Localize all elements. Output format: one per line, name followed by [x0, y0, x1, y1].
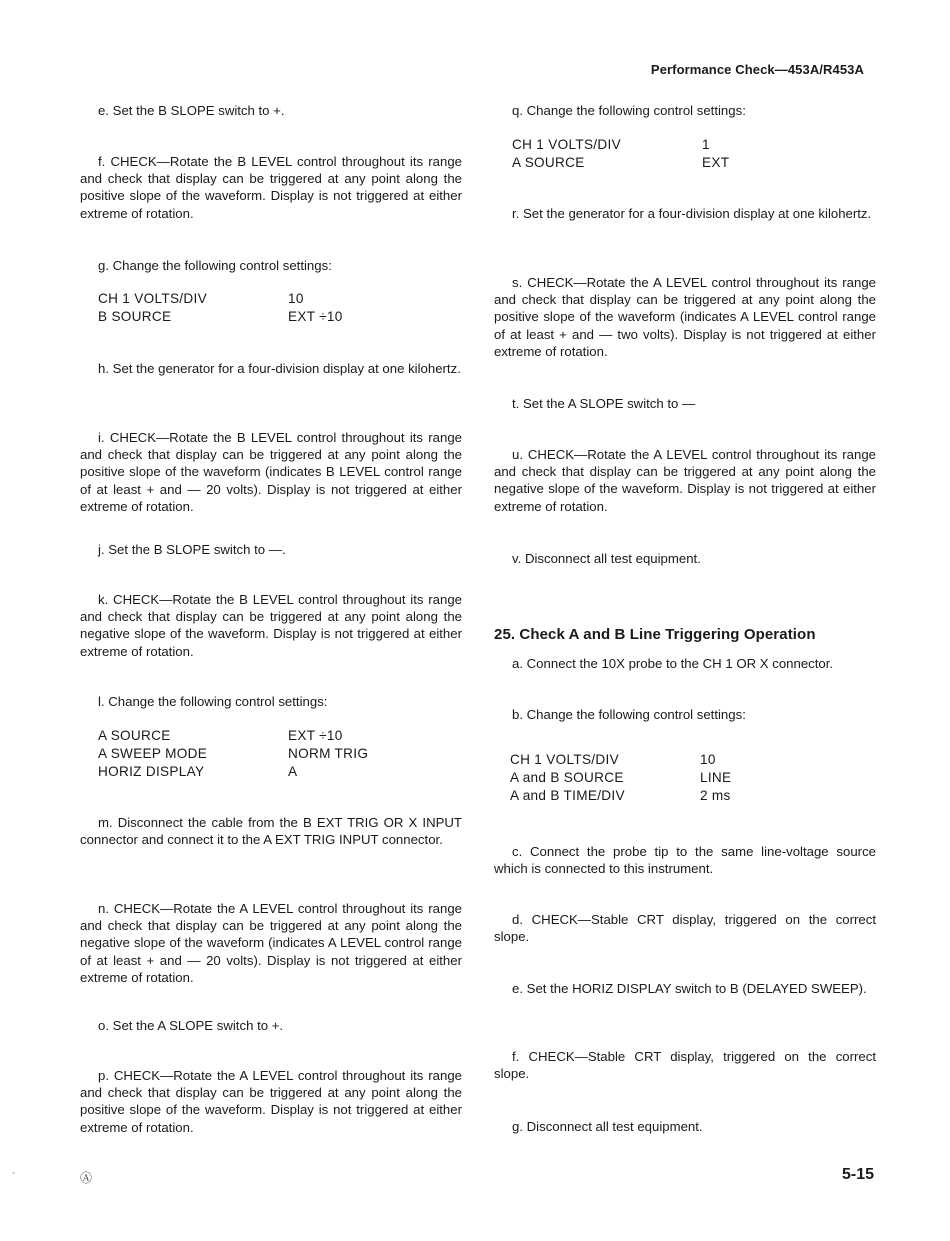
edge-mark: - [12, 1168, 16, 1179]
table-row: CH 1 VOLTS/DIV 10 [98, 291, 304, 306]
settings-table-g [98, 290, 343, 326]
step-f-right: f. CHECK—Stable CRT display, triggered on the correct slope. [494, 1049, 876, 1082]
step-o: o. Set the A SLOPE switch to +. [98, 1018, 284, 1033]
table-row: A and B SOURCE LINE [510, 770, 732, 785]
circled-a-mark: Ⓐ [80, 1171, 93, 1185]
table-row: A SOURCE EXT ÷10 [98, 728, 343, 743]
step-m: m. Disconnect the cable from the B EXT TRIG OR X INPUT connector and connect it to the A EXT TRIG INPUT connector. [80, 815, 462, 848]
step-n: n. CHECK—Rotate the A LEVEL control throughout its range and check that display can be triggered at any point along the negative slope of the waveform (indicates A LEVEL control range of at least + and — 20 volts). Display is not triggered at either extreme of rotation. [80, 901, 462, 985]
table-row: HORIZ DISPLAY A [98, 764, 298, 779]
step-q: q. Change the following control settings: [512, 103, 746, 118]
step-g: g. Change the following control settings: [98, 258, 332, 273]
step-p: p. CHECK—Rotate the A LEVEL control throughout its range and check that display can be triggered at any point along the positive slope of the waveform. Display is not triggered at either extreme of rotation. [80, 1068, 462, 1135]
settings-table-b [510, 751, 731, 805]
step-e-right: e. Set the HORIZ DISPLAY switch to B (DELAYED SWEEP). [512, 981, 867, 996]
table-row: A SOURCE EXT [512, 155, 730, 170]
step-v: v. Disconnect all test equipment. [512, 551, 701, 566]
step-a: a. Connect the 10X probe to the CH 1 OR X connector. [512, 656, 834, 671]
step-l: l. Change the following control settings: [98, 694, 328, 709]
table-row: B SOURCE EXT ÷10 [98, 309, 343, 324]
settings-table-q [512, 136, 729, 172]
table-row: A and B TIME/DIV 2 ms [510, 788, 731, 803]
step-c: c. Connect the probe tip to the same line-voltage source which is connected to this instrument. [494, 844, 876, 877]
step-r: r. Set the generator for a four-division display at one kilohertz. [512, 206, 872, 221]
step-i: i. CHECK—Rotate the B LEVEL control throughout its range and check that display can be triggered at any point along the positive slope of the waveform (indicates B LEVEL control range of at least + and — 20 volts). Display is not triggered at either extreme of rotation. [80, 430, 462, 514]
step-u: u. CHECK—Rotate the A LEVEL control throughout its range and check that display can be triggered at any point along the negative slope of the waveform. Display is not triggered at either extreme of rotation. [494, 447, 876, 514]
section-heading: 25. Check A and B Line Triggering Operation [494, 626, 816, 643]
table-row: CH 1 VOLTS/DIV 10 [510, 752, 716, 767]
step-s: s. CHECK—Rotate the A LEVEL control throughout its range and check that display can be triggered at any point along the positive slope of the waveform (indicates A LEVEL control range of at least + and — two volts). Display is not triggered at either extreme of rotation. [494, 275, 876, 359]
running-header: Performance Check—453A/R453A [650, 62, 864, 77]
step-j: j. Set the B SLOPE switch to —. [98, 542, 286, 557]
step-h: h. Set the generator for a four-division display at one kilohertz. [98, 361, 461, 376]
step-e: e. Set the B SLOPE switch to +. [98, 103, 285, 118]
table-row: A SWEEP MODE NORM TRIG [98, 746, 369, 761]
step-f: f. CHECK—Rotate the B LEVEL control throughout its range and check that display can be triggered at any point along the positive slope of the waveform. Display is not triggered at either extreme of rotation. [80, 154, 462, 221]
step-b: b. Change the following control settings: [512, 707, 746, 722]
settings-table-l [98, 727, 368, 781]
step-g-right: g. Disconnect all test equipment. [512, 1119, 703, 1134]
step-t: t. Set the A SLOPE switch to — [512, 396, 696, 411]
step-d: d. CHECK—Stable CRT display, triggered on the correct slope. [494, 912, 876, 945]
page-number: 5-15 [841, 1166, 874, 1183]
table-row: CH 1 VOLTS/DIV 1 [512, 137, 710, 152]
step-k: k. CHECK—Rotate the B LEVEL control throughout its range and check that display can be triggered at any point along the negative slope of the waveform. Display is not triggered at either extreme of rotation. [80, 592, 462, 659]
